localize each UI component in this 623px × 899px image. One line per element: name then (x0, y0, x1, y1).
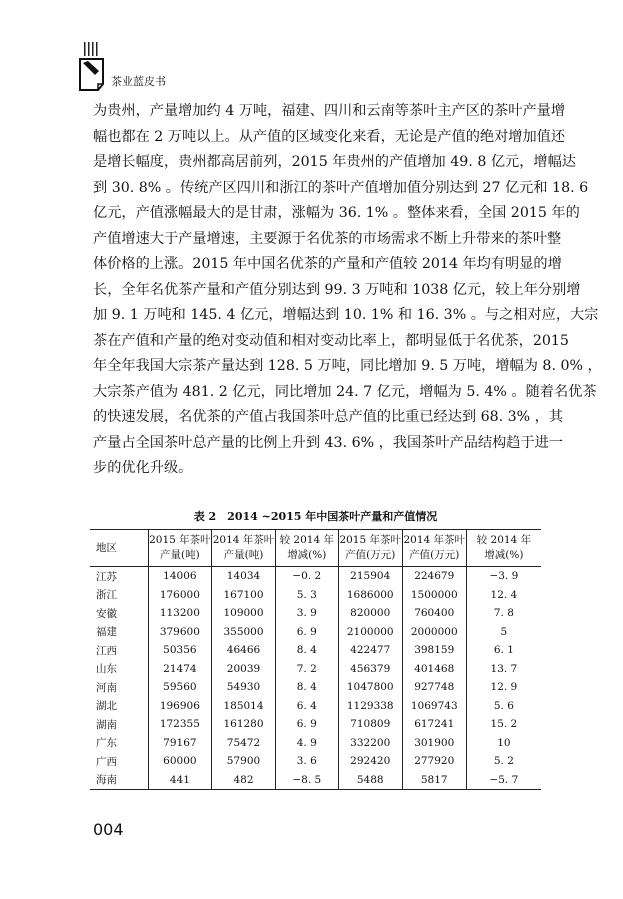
value-cell: 301900 (402, 734, 466, 753)
region-cell: 广东 (96, 737, 117, 750)
column-header-text: 2015 年茶叶 (149, 534, 211, 546)
value-cell: 355000 (212, 623, 276, 642)
value-cell: 332200 (338, 734, 402, 753)
value-cell: 277920 (402, 752, 466, 771)
column-header (148, 530, 212, 567)
table-row (90, 641, 541, 660)
region-cell: 河南 (96, 681, 117, 694)
value-cell: 5488 (338, 771, 402, 790)
value-cell: 57900 (212, 752, 276, 771)
paragraph-line: 步的优化升级。 (93, 460, 193, 476)
column-header (402, 530, 466, 567)
table-row (90, 752, 541, 771)
value-cell: 5817 (402, 771, 466, 790)
value-cell: 422477 (338, 641, 402, 660)
column-header-text: 2015 年茶叶 (339, 534, 401, 546)
column-header-text: 较 2014 年 (476, 534, 532, 546)
column-header-text: 产量(吨) (160, 549, 200, 561)
table-row (90, 734, 541, 753)
value-cell: 3. 6 (275, 752, 338, 771)
table-row (90, 567, 541, 586)
paragraph-line: 茶在产值和产量的绝对变动值和相对变动比率上，都明显低于名优茶，2015 (93, 332, 569, 349)
column-header (275, 530, 338, 567)
paragraph-line: 产量占全国茶叶总产量的比例上升到 43. 6% ，我国茶叶产品结构趋于进一 (93, 434, 564, 451)
value-cell: 5. 6 (466, 697, 541, 716)
column-header-text: 地区 (96, 541, 117, 554)
value-cell: 12. 4 (466, 586, 541, 605)
value-cell: 59560 (148, 678, 212, 697)
region-cell: 山东 (96, 663, 117, 676)
value-cell: 167100 (212, 586, 276, 605)
value-cell: 441 (148, 771, 212, 790)
table-row (90, 697, 541, 716)
value-cell: 292420 (338, 752, 402, 771)
value-cell: −0. 2 (275, 567, 338, 586)
value-cell: 4. 9 (275, 734, 338, 753)
paragraph-line: 长，全年名优茶产量和产值分别达到 99. 3 万吨和 1038 亿元，较上年分别增 (93, 281, 581, 298)
region-cell: 福建 (96, 626, 117, 639)
value-cell: 185014 (212, 697, 276, 716)
column-header-text: 产量(吨) (223, 549, 264, 561)
paragraph-line: 幅也都在 2 万吨以上。从产值的区域变化来看，无论是产值的绝对增加值还 (93, 128, 566, 145)
paragraph-line: 年全年我国大宗茶产量达到 128. 5 万吨，同比增加 9. 5 万吨，增幅为 8. 0% ， (93, 358, 602, 374)
column-header (338, 530, 402, 567)
value-cell: −5. 7 (466, 771, 541, 790)
paragraph-line: 是增长幅度，贵州都高居前列，2015 年贵州的产值增加 49. 8 亿元，增幅达 (93, 154, 576, 170)
value-cell: 79167 (148, 734, 212, 753)
column-header-text: 增减(%) (287, 549, 327, 561)
region-cell: 湖北 (96, 700, 117, 713)
value-cell: 927748 (402, 678, 466, 697)
column-header-text: 2014 年茶叶 (403, 534, 466, 546)
value-cell: 14006 (148, 567, 212, 586)
paragraph-line: 产值增速大于产量增速，主要源于名优茶的市场需求不断上升带来的茶叶整 (93, 230, 562, 247)
column-header-text: 2014 年茶叶 (212, 534, 275, 546)
value-cell: 10 (466, 734, 541, 753)
value-cell: 8. 4 (275, 678, 338, 697)
column-header-text: 较 2014 年 (279, 534, 334, 546)
table-row (90, 771, 541, 790)
value-cell: 7. 8 (466, 604, 541, 623)
value-cell: 1069743 (402, 697, 466, 716)
body-paragraph (93, 99, 602, 482)
value-cell: 46466 (212, 641, 276, 660)
value-cell: 1047800 (338, 678, 402, 697)
value-cell: 6. 9 (275, 623, 338, 642)
book-logo-icon (78, 42, 108, 92)
value-cell: 15. 2 (466, 715, 541, 734)
region-cell: 海南 (96, 774, 117, 787)
value-cell: 401468 (402, 660, 466, 679)
value-cell: 7. 2 (275, 660, 338, 679)
value-cell: 172355 (148, 715, 212, 734)
value-cell: 5. 3 (275, 586, 338, 605)
series-title: 茶业蓝皮书 (111, 75, 166, 88)
value-cell: 14034 (212, 567, 276, 586)
tea-production-table (90, 529, 541, 790)
value-cell: 6. 9 (275, 715, 338, 734)
value-cell: 109000 (212, 604, 276, 623)
value-cell: 1686000 (338, 586, 402, 605)
region-cell: 广西 (96, 755, 117, 768)
value-cell: 196906 (148, 697, 212, 716)
value-cell: −8. 5 (275, 771, 338, 790)
value-cell: 224679 (402, 567, 466, 586)
value-cell: 3. 9 (275, 604, 338, 623)
region-cell: 湖南 (96, 718, 117, 731)
region-cell: 江西 (96, 644, 117, 657)
value-cell: 13. 7 (466, 660, 541, 679)
value-cell: 8. 4 (275, 641, 338, 660)
value-cell: 12. 9 (466, 678, 541, 697)
table-row (90, 623, 541, 642)
value-cell: 5 (466, 623, 541, 642)
value-cell: 379600 (148, 623, 212, 642)
paragraph-line: 加 9. 1 万吨和 145. 4 亿元，增幅达到 10. 1% 和 16. 3% 。与之相对应，大宗 (93, 307, 599, 323)
table-title: 表 2 2014 ~2015 年中国茶叶产量和产值情况 (193, 510, 438, 523)
table-header-row (90, 530, 541, 567)
paragraph-line: 的快速发展，名优茶的产值占我国茶叶总产值的比重已经达到 68. 3% ，其 (93, 409, 564, 425)
table-row (90, 604, 541, 623)
value-cell: 2000000 (402, 623, 466, 642)
table-row (90, 586, 541, 605)
column-header-text: 产值(万元) (409, 549, 460, 561)
table-row (90, 678, 541, 697)
value-cell: 50356 (148, 641, 212, 660)
column-header (212, 530, 276, 567)
column-header-text: 产值(万元) (345, 549, 396, 561)
value-cell: 60000 (148, 752, 212, 771)
value-cell: 2100000 (338, 623, 402, 642)
value-cell: 482 (212, 771, 276, 790)
value-cell: 1500000 (402, 586, 466, 605)
column-header (90, 530, 148, 567)
paragraph-line: 大宗茶产值为 481. 2 亿元，同比增加 24. 7 亿元，增幅为 5. 4% 。随着名优茶 (93, 383, 597, 400)
value-cell: 456379 (338, 660, 402, 679)
value-cell: 617241 (402, 715, 466, 734)
value-cell: 1129338 (338, 697, 402, 716)
value-cell: 820000 (338, 604, 402, 623)
region-cell: 安徽 (96, 607, 117, 620)
value-cell: 215904 (338, 567, 402, 586)
value-cell: 6. 1 (466, 641, 541, 660)
value-cell: 113200 (148, 604, 212, 623)
page-number: 004 (93, 820, 124, 839)
value-cell: 20039 (212, 660, 276, 679)
value-cell: 6. 4 (275, 697, 338, 716)
region-cell: 浙江 (96, 589, 117, 602)
value-cell: 75472 (212, 734, 276, 753)
region-cell: 江苏 (96, 570, 117, 583)
paragraph-line: 为贵州，产量增加约 4 万吨，福建、四川和云南等茶叶主产区的茶叶产量增 (93, 103, 566, 119)
value-cell: 176000 (148, 586, 212, 605)
paragraph-line: 体价格的上涨。2015 年中国名优茶的产量和产值较 2014 年均有明显的增 (93, 256, 562, 272)
table-row (90, 715, 541, 734)
table-row (90, 660, 541, 679)
value-cell: 710809 (338, 715, 402, 734)
column-header (466, 530, 541, 567)
value-cell: 760400 (402, 604, 466, 623)
value-cell: −3. 9 (466, 567, 541, 586)
value-cell: 5. 2 (466, 752, 541, 771)
value-cell: 54930 (212, 678, 276, 697)
value-cell: 21474 (148, 660, 212, 679)
column-header-text: 增减(%) (484, 549, 524, 561)
value-cell: 161280 (212, 715, 276, 734)
paragraph-line: 到 30. 8% 。传统产区四川和浙江的茶叶产值增加值分别达到 27 亿元和 18. 6 (93, 179, 589, 196)
value-cell: 398159 (402, 641, 466, 660)
paragraph-line: 亿元，产值涨幅最大的是甘肃，涨幅为 36. 1% 。整体来看，全国 2015 年的 (93, 205, 580, 221)
